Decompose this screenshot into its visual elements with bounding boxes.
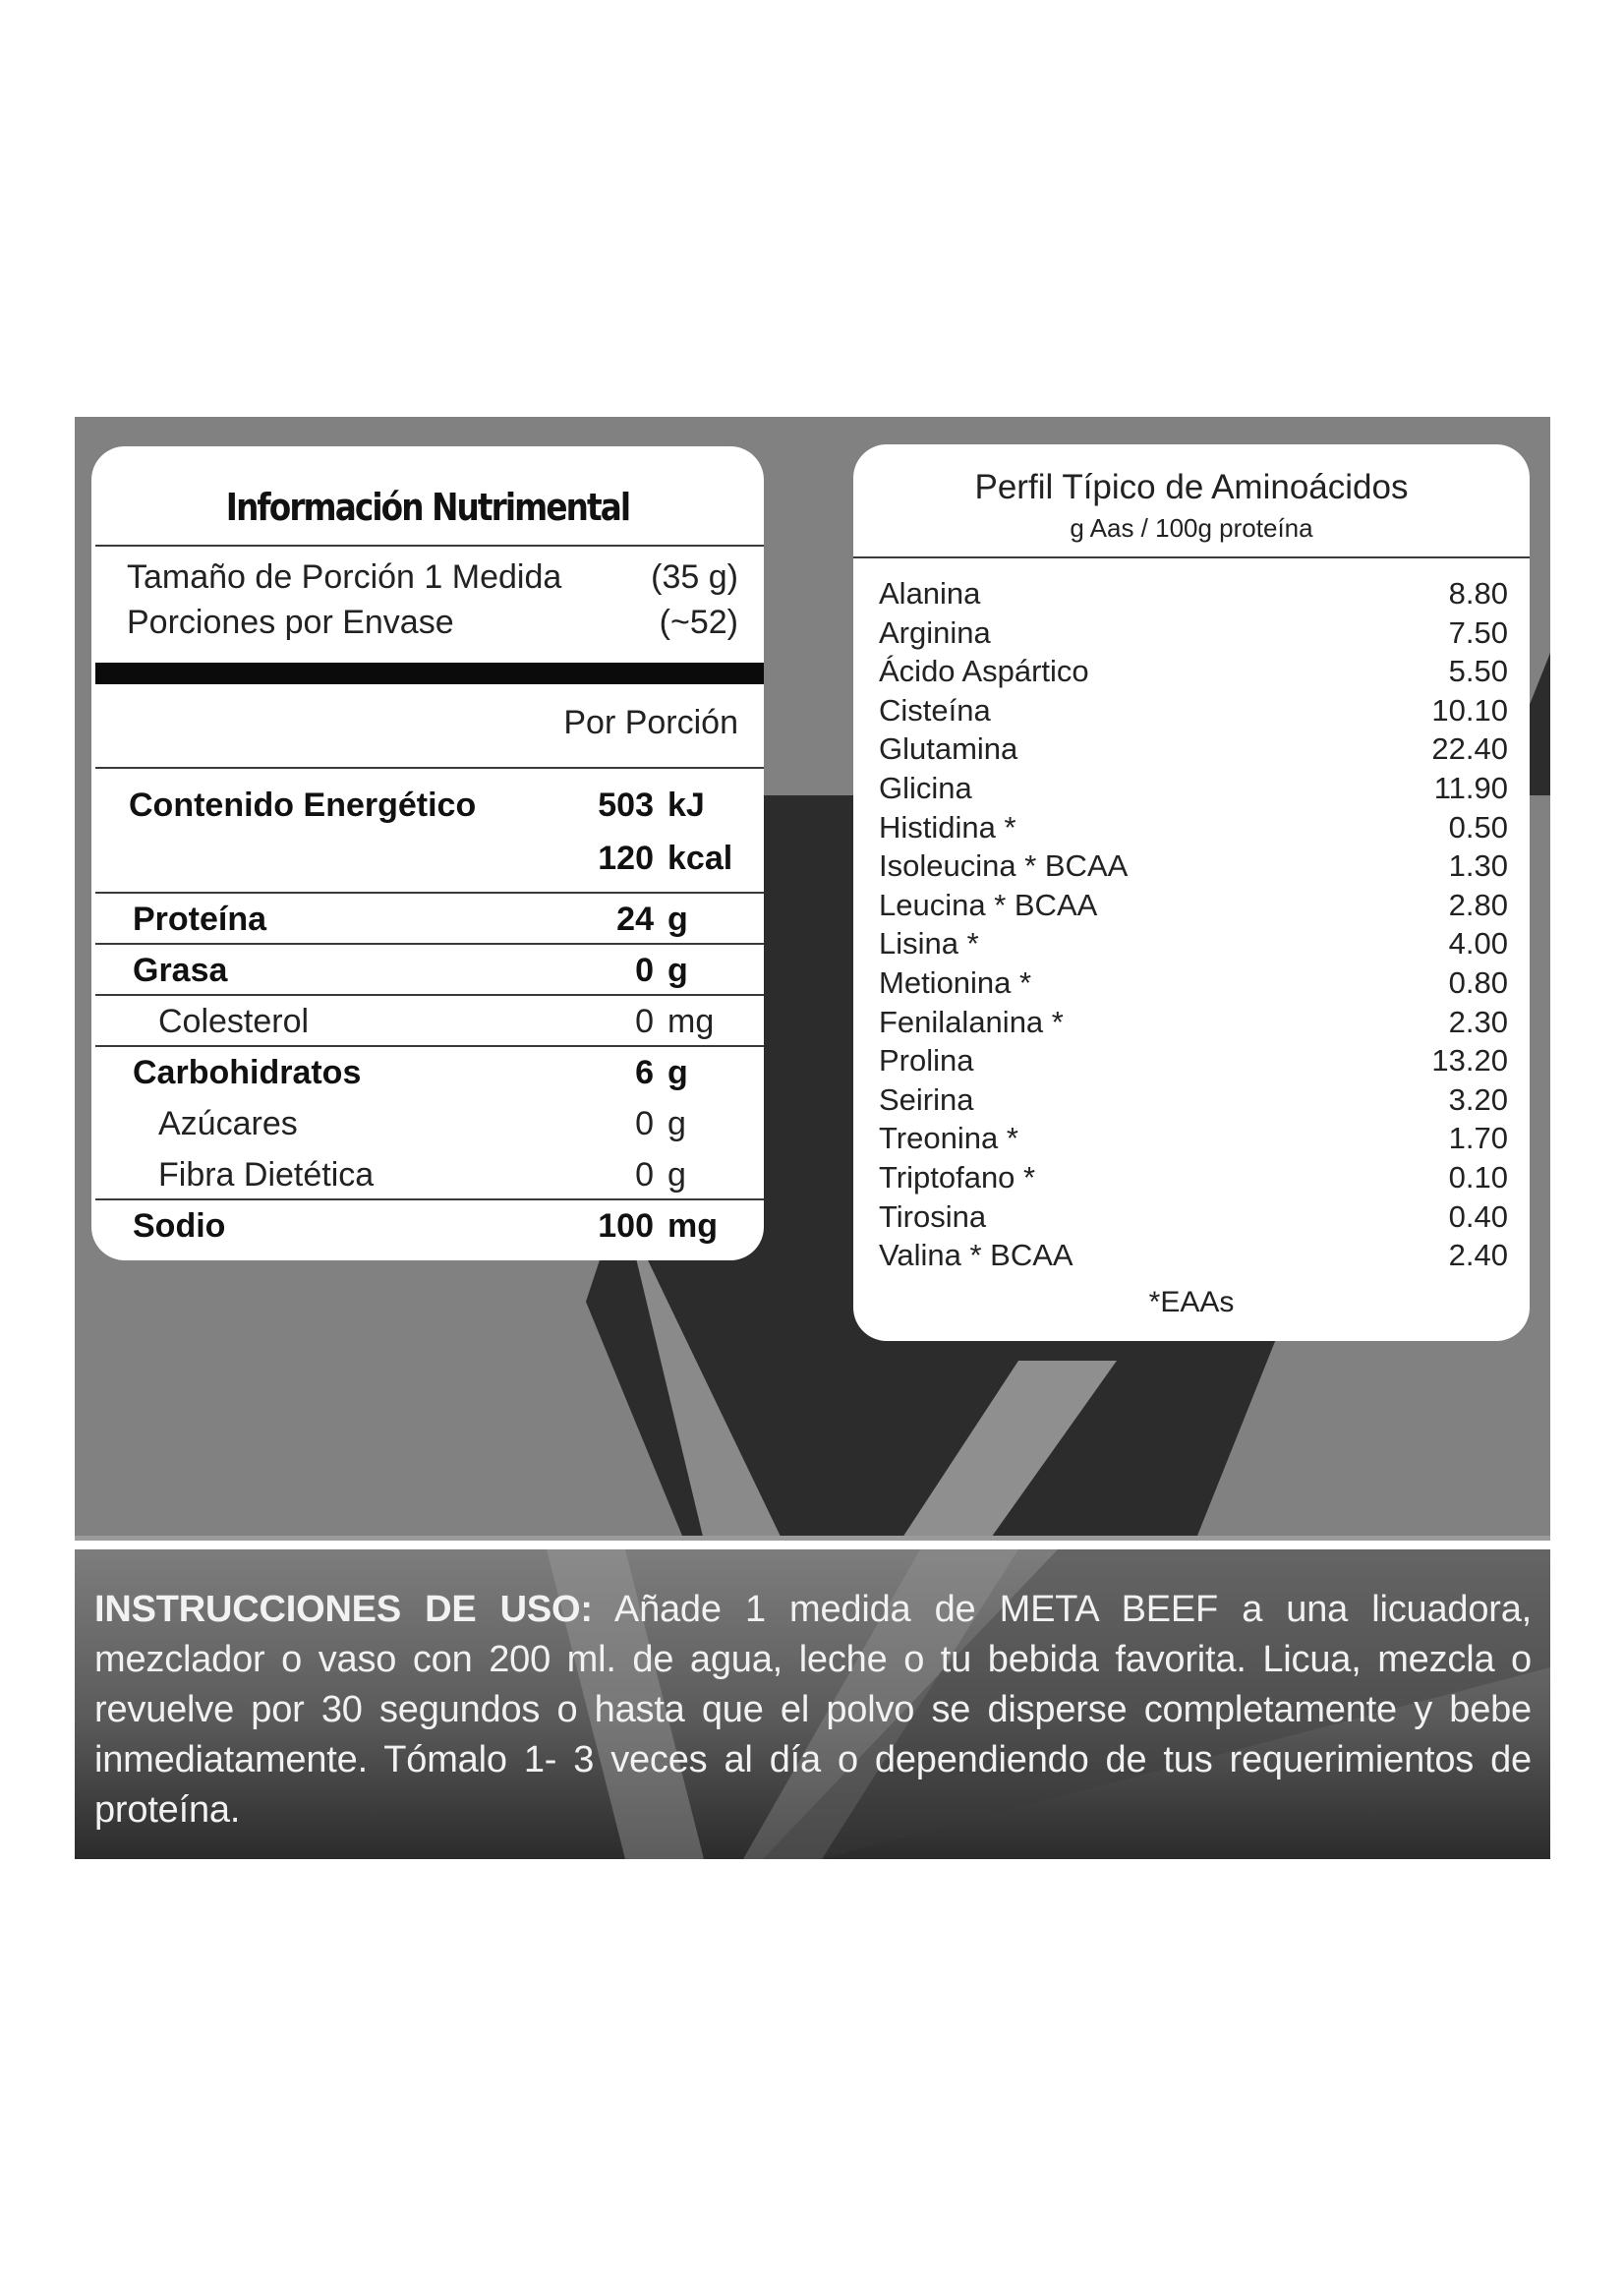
amino-row bbox=[879, 888, 1508, 927]
amino-row bbox=[879, 1005, 1508, 1044]
divider bbox=[95, 1198, 764, 1200]
amino-name: Arginina bbox=[879, 614, 991, 650]
nutrition-title: Información Nutrimental bbox=[225, 486, 630, 529]
instructions-heading: INSTRUCCIONES DE USO: bbox=[94, 1589, 593, 1630]
amino-name: Histidina * bbox=[879, 809, 1016, 845]
amino-name: Glutamina bbox=[879, 731, 1018, 767]
protein-label: Proteína bbox=[133, 901, 267, 938]
amino-value: 0.50 bbox=[1448, 809, 1508, 845]
amino-subtitle: g Aas / 100g proteína bbox=[1070, 513, 1313, 543]
amino-value: 0.40 bbox=[1448, 1198, 1508, 1234]
amino-name: Glicina bbox=[879, 770, 972, 805]
amino-value: 13.20 bbox=[1431, 1043, 1508, 1079]
sodium-value: 100 bbox=[598, 1207, 654, 1245]
amino-name: Isoleucina * BCAA bbox=[879, 848, 1129, 884]
sodium-label: Sodio bbox=[133, 1207, 226, 1245]
carbohydrates-label: Carbohidratos bbox=[133, 1054, 362, 1091]
per-serving-header: Por Porción bbox=[563, 704, 738, 741]
energy-kj-unit: kJ bbox=[667, 787, 705, 824]
sodium-unit: mg bbox=[667, 1207, 718, 1245]
amino-row bbox=[879, 615, 1508, 655]
sugars-value: 0 bbox=[635, 1105, 654, 1142]
amino-value: 8.80 bbox=[1448, 576, 1508, 611]
divider bbox=[95, 994, 764, 996]
nutrition-card bbox=[91, 446, 764, 1260]
amino-name: Lisina * bbox=[879, 926, 979, 962]
divider bbox=[853, 556, 1530, 558]
amino-value: 1.30 bbox=[1448, 848, 1508, 884]
amino-row bbox=[879, 693, 1508, 732]
amino-value: 0.10 bbox=[1448, 1159, 1508, 1195]
amino-name: Seirina bbox=[879, 1081, 974, 1117]
amino-name: Alanina bbox=[879, 576, 981, 611]
thick-divider bbox=[95, 663, 764, 684]
amino-acid-card bbox=[853, 444, 1530, 1341]
amino-name: Metionina * bbox=[879, 964, 1032, 1000]
amino-value: 2.80 bbox=[1448, 887, 1508, 922]
energy-kcal-value: 120 bbox=[598, 840, 654, 877]
amino-row bbox=[879, 848, 1508, 888]
amino-row bbox=[879, 965, 1508, 1005]
energy-kcal-unit: kcal bbox=[667, 840, 733, 877]
protein-unit: g bbox=[667, 901, 688, 938]
amino-row bbox=[879, 576, 1508, 615]
amino-name: Leucina * BCAA bbox=[879, 887, 1098, 922]
amino-value: 2.40 bbox=[1448, 1238, 1508, 1273]
fat-unit: g bbox=[667, 952, 688, 989]
carbohydrates-value: 6 bbox=[635, 1054, 654, 1091]
amino-row bbox=[879, 771, 1508, 810]
amino-value: 11.90 bbox=[1433, 770, 1508, 805]
sugars-label: Azúcares bbox=[158, 1105, 298, 1142]
divider bbox=[95, 943, 764, 945]
cholesterol-unit: mg bbox=[667, 1003, 715, 1040]
fiber-label: Fibra Dietética bbox=[158, 1156, 375, 1194]
cholesterol-value: 0 bbox=[635, 1003, 654, 1040]
amino-value: 3.20 bbox=[1448, 1081, 1508, 1117]
instructions-body: Añade 1 medida de META BEEF a una licuadora, mezclador o vaso con 200 ml. de agua, leche o tu bebida favorita. Licua, mezcla o revuelve por 30 segundos o hasta que el polvo se disperse completamente y bebe inmediatamente. Tómalo 1- 3 veces al día o dependiendo de tus requerimientos de proteína. bbox=[94, 1589, 1533, 1831]
cholesterol-label: Colesterol bbox=[158, 1003, 310, 1040]
serving-size-label: Tamaño de Porción 1 Medida bbox=[127, 558, 562, 596]
amino-value: 1.70 bbox=[1448, 1121, 1508, 1156]
servings-per-container-label: Porciones por Envase bbox=[127, 604, 454, 641]
amino-footnote: *EAAs bbox=[1148, 1286, 1235, 1318]
amino-row bbox=[879, 654, 1508, 693]
amino-value: 0.80 bbox=[1448, 964, 1508, 1000]
amino-name: Fenilalanina * bbox=[879, 1004, 1064, 1039]
amino-name: Prolina bbox=[879, 1043, 974, 1079]
divider bbox=[95, 1045, 764, 1047]
amino-row bbox=[879, 1043, 1508, 1082]
amino-title: Perfil Típico de Aminoácidos bbox=[974, 468, 1409, 506]
energy-kj-value: 503 bbox=[598, 787, 654, 824]
amino-value: 5.50 bbox=[1448, 654, 1508, 689]
amino-name: Tirosina bbox=[879, 1198, 987, 1234]
fat-label: Grasa bbox=[133, 952, 228, 989]
divider bbox=[95, 767, 764, 769]
protein-value: 24 bbox=[616, 901, 654, 938]
carbohydrates-unit: g bbox=[667, 1054, 688, 1091]
servings-per-container-value: (~52) bbox=[659, 604, 738, 641]
fiber-unit: g bbox=[667, 1156, 686, 1194]
amino-row bbox=[879, 926, 1508, 965]
amino-row bbox=[879, 1199, 1508, 1239]
fat-value: 0 bbox=[635, 952, 654, 989]
energy-label: Contenido Energético bbox=[129, 787, 477, 824]
amino-row bbox=[879, 1121, 1508, 1160]
amino-row bbox=[879, 731, 1508, 771]
amino-row bbox=[879, 1160, 1508, 1199]
amino-name: Cisteína bbox=[879, 692, 991, 728]
amino-value: 2.30 bbox=[1448, 1004, 1508, 1039]
amino-acid-list bbox=[879, 576, 1508, 1277]
serving-size-value: (35 g) bbox=[651, 558, 738, 596]
amino-row bbox=[879, 1082, 1508, 1122]
amino-name: Ácido Aspártico bbox=[879, 654, 1089, 689]
divider bbox=[95, 545, 764, 547]
amino-value: 4.00 bbox=[1448, 926, 1508, 962]
fiber-value: 0 bbox=[635, 1156, 654, 1194]
sugars-unit: g bbox=[667, 1105, 686, 1142]
amino-name: Treonina * bbox=[879, 1121, 1018, 1156]
amino-row bbox=[879, 810, 1508, 849]
amino-row bbox=[879, 1238, 1508, 1277]
divider bbox=[95, 892, 764, 894]
amino-value: 10.10 bbox=[1431, 692, 1508, 728]
amino-value: 7.50 bbox=[1448, 614, 1508, 650]
amino-value: 22.40 bbox=[1431, 731, 1508, 767]
amino-name: Triptofano * bbox=[879, 1159, 1036, 1195]
instructions-text bbox=[94, 1585, 1532, 1836]
instructions-band bbox=[75, 1549, 1550, 1859]
amino-name: Valina * BCAA bbox=[879, 1238, 1073, 1273]
